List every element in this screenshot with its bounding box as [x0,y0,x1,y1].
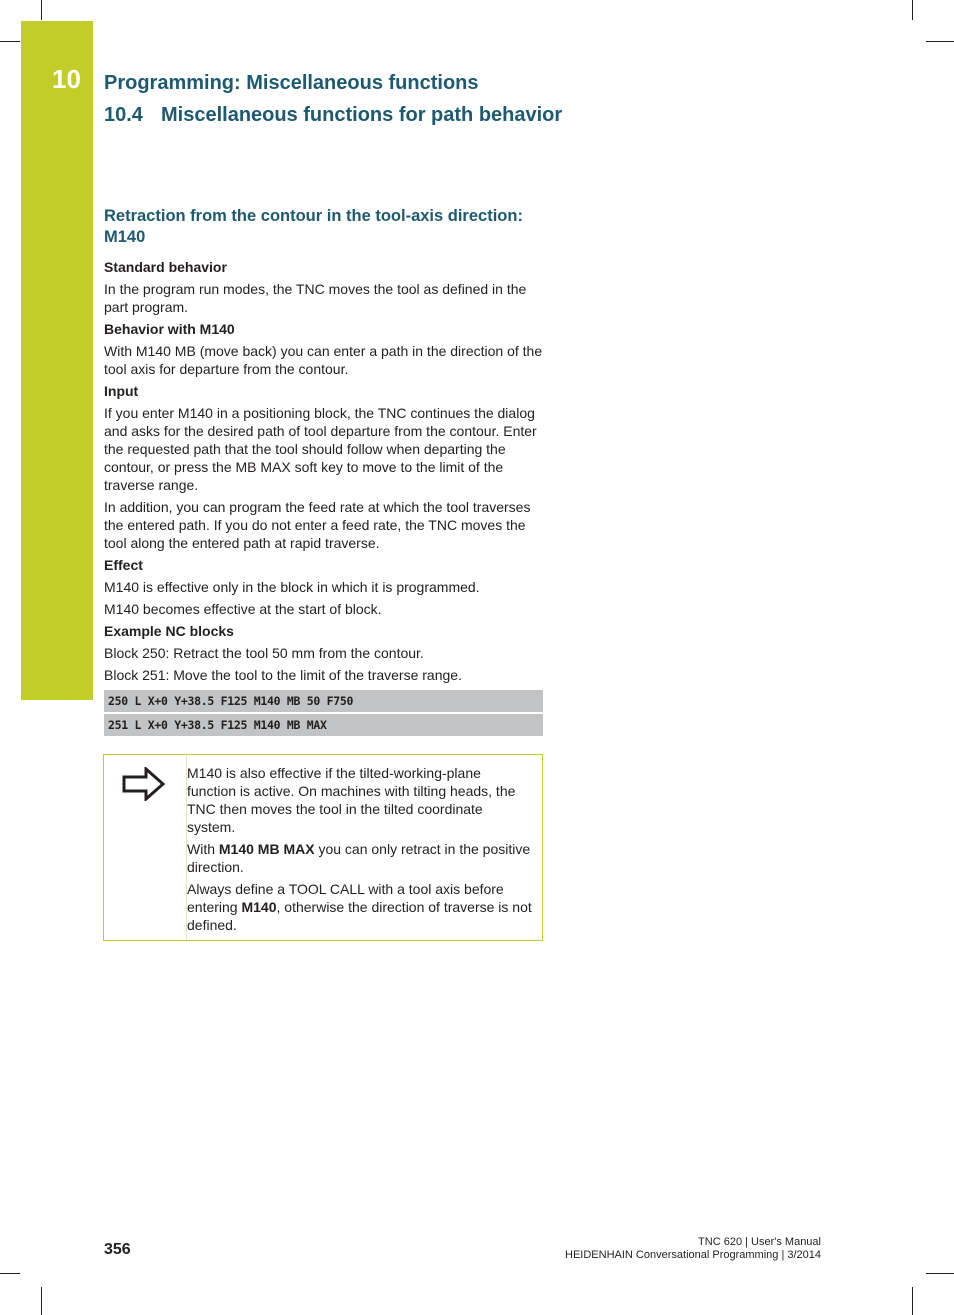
note-text-span: , otherwise the direction of traverse is not defined. [187,899,532,933]
note-paragraph-3 [187,880,532,934]
input-text-2: In addition, you can program the feed rate at which the tool traverses the entered path. If you do not enter a feed rate, the TNC moves the tool along the entered path at rapid traverse. [104,499,531,551]
behavior-heading: Behavior with M140 [104,321,235,337]
note-box [103,754,543,941]
chapter-title: Programming: Miscellaneous functions [104,72,479,94]
nc-code-line: 250 L X+0 Y+38.5 F125 M140 MB 50 F750 [104,690,543,712]
note-bold-code: M140 MB MAX [218,841,315,857]
crop-mark [41,1287,42,1315]
arrow-right-icon [122,767,166,806]
effect-text-2: M140 becomes effective at the start of block. [104,601,382,617]
nc-code-block [104,690,543,736]
input-text-1: If you enter M140 in a positioning block, the TNC continues the dialog and asks for the desired path of tool departure from the contour. Enter the requested path that the tool should follow when departing the contour, or press the MB MAX soft key to move to the limit of the traverse range. [104,405,537,493]
note-text-span: Always define a TOOL CALL with a tool axis before entering [187,881,504,915]
note-paragraph-1: M140 is also effective if the tilted-working-plane function is active. On machines with tilting heads, the TNC then moves the tool in the tilted coordinate system. [187,765,516,835]
note-text [187,764,532,938]
crop-mark [926,1273,954,1274]
note-text-span: you can only retract in the positive direction. [187,841,531,875]
main-content [104,206,544,738]
crop-mark [0,41,20,42]
section-title-text: Miscellaneous functions for path behavior [161,104,563,126]
chapter-number: 10 [52,64,81,94]
nc-code-line: 251 L X+0 Y+38.5 F125 M140 MB MAX [104,714,543,736]
standard-text: In the program run modes, the TNC moves the tool as defined in the part program. [104,281,527,315]
input-heading: Input [104,383,139,399]
crop-mark [926,41,954,42]
example-text-2: Block 251: Move the tool to the limit of the traverse range. [104,667,462,683]
page-number: 356 [104,1241,131,1258]
effect-text-1: M140 is effective only in the block in which it is programmed. [104,579,480,595]
crop-mark [41,0,42,20]
example-heading: Example NC blocks [104,623,234,639]
section-title [104,104,562,127]
behavior-text: With M140 MB (move back) you can enter a path in the direction of the tool axis for departure from the contour. [104,343,543,377]
note-bold-code: M140 [241,899,277,915]
chapter-tab [21,21,93,700]
crop-mark [912,1287,913,1315]
standard-heading: Standard behavior [104,259,227,275]
note-paragraph-2 [187,840,532,876]
crop-mark [912,0,913,20]
footer-line-1: TNC 620 | User's Manual [698,1236,821,1248]
section-number: 10.4 [104,104,143,126]
footer-line-2: HEIDENHAIN Conversational Programming | 3/2014 [565,1249,821,1261]
note-text-span: With [187,841,219,857]
topic-heading: Retraction from the contour in the tool-axis direction: M140 [104,207,523,246]
example-text-1: Block 250: Retract the tool 50 mm from the contour. [104,645,424,661]
effect-heading: Effect [104,557,143,573]
footer-info [565,1236,821,1262]
crop-mark [0,1273,20,1274]
